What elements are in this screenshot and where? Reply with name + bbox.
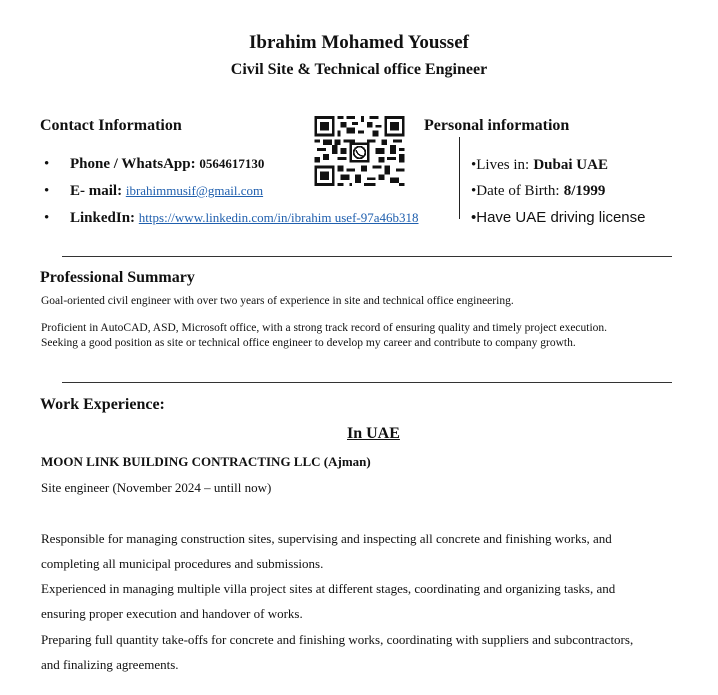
lives-in-row [471, 156, 608, 174]
email-link[interactable]: ibrahimmusif@gmail.com [125, 183, 264, 198]
lives-value: Dubai UAE [533, 157, 608, 173]
linkedin-row [40, 210, 419, 227]
personal-heading: Personal information [424, 117, 570, 134]
duty-line: completing all municipal procedures and submissions. [41, 556, 324, 571]
dob-value: 8/1999 [563, 183, 606, 199]
summary-line-1: Goal-oriented civil engineer with over two years of experience in site and technical office engineering. [41, 295, 514, 307]
divider-1 [62, 256, 672, 257]
contact-heading: Contact Information [40, 117, 182, 134]
divider-vertical [459, 137, 460, 219]
company-name: MOON LINK BUILDING CONTRACTING LLC (Ajman) [41, 454, 371, 469]
work-heading: Work Experience: [40, 396, 165, 413]
summary-heading: Professional Summary [40, 269, 195, 286]
lives-label: •Lives in: [471, 157, 530, 173]
duty-line: ensuring proper execution and handover of works. [41, 606, 303, 621]
bullet: • [44, 156, 50, 172]
dob-label: •Date of Birth: [471, 183, 560, 199]
phone-row [40, 156, 264, 173]
work-region: In UAE [347, 425, 400, 442]
linkedin-label: LinkedIn: [70, 210, 136, 226]
candidate-name: Ibrahim Mohamed Youssef [249, 32, 469, 53]
job-role: Site engineer (November 2024 – untill now) [41, 480, 272, 495]
qr-code-icon [313, 116, 406, 186]
email-label: E- mail: [70, 183, 123, 199]
divider-2 [62, 382, 672, 383]
summary-line-2: Proficient in AutoCAD, ASD, Microsoft office, with a strong track record of ensuring quality and timely project execution. [41, 322, 608, 334]
duty-line: and finalizing agreements. [41, 657, 179, 672]
phone-value: 0564617130 [199, 156, 265, 171]
duty-line: Experienced in managing multiple villa project sites at different stages, coordinating and organizing tasks, and [41, 581, 616, 596]
candidate-title: Civil Site & Technical office Engineer [230, 61, 488, 78]
dob-row [471, 182, 605, 200]
phone-label: Phone / WhatsApp: [70, 156, 196, 172]
linkedin-link[interactable]: https://www.linkedin.com/in/ibrahim usef-97a46b318 [138, 210, 419, 225]
duty-line: Responsible for managing construction sites, supervising and inspecting all concrete and finishing works, and [41, 531, 612, 546]
duty-line: Preparing full quantity take-offs for concrete and finishing works, coordinating with suppliers and subcontractors, [41, 632, 634, 647]
license-row: •Have UAE driving license [471, 209, 646, 226]
bullet: • [44, 210, 50, 226]
summary-line-3: Seeking a good position as site or technical office engineer to develop my career and contribute to company growth. [41, 337, 576, 349]
bullet: • [44, 183, 50, 199]
email-row [40, 183, 263, 200]
